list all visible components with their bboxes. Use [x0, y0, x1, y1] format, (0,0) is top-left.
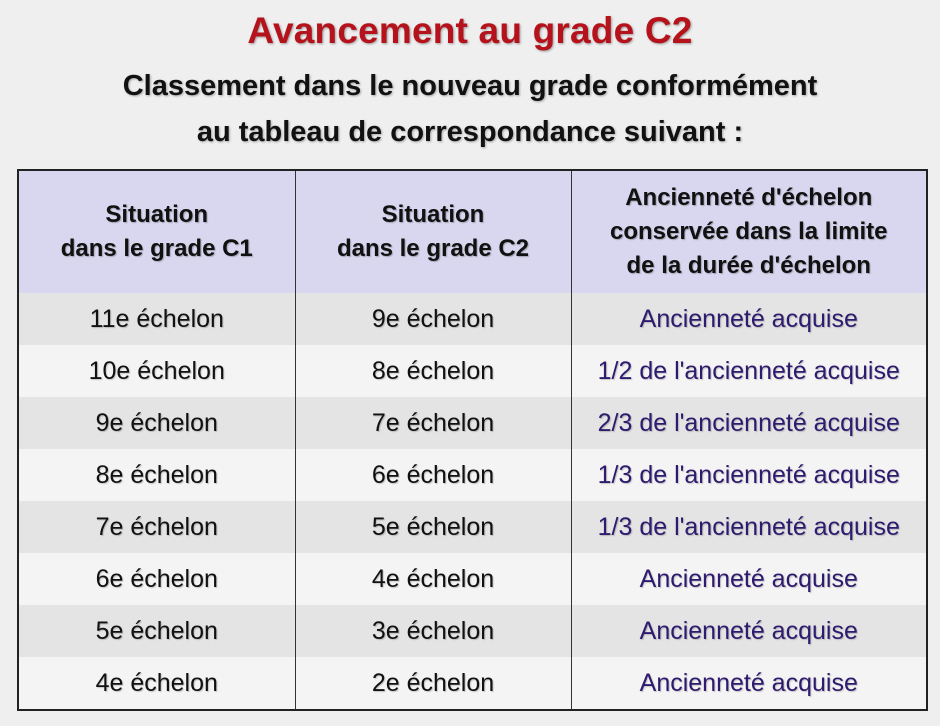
cell-grade-c2: 7e échelon: [295, 397, 571, 449]
cell-grade-c2: 3e échelon: [295, 605, 571, 657]
table-row: [18, 553, 927, 605]
header-text: de la durée d'échelon: [626, 252, 871, 279]
correspondence-table: [17, 169, 928, 711]
cell-grade-c1: 9e échelon: [18, 397, 295, 449]
cell-anciennete: Ancienneté acquise: [571, 553, 927, 605]
cell-grade-c2: 8e échelon: [295, 345, 571, 397]
cell-anciennete: Ancienneté acquise: [571, 605, 927, 657]
header-text: Ancienneté d'échelon: [625, 184, 873, 211]
table-header-row: [18, 170, 927, 293]
cell-grade-c1: 7e échelon: [18, 501, 295, 553]
cell-anciennete: Ancienneté acquise: [571, 293, 927, 345]
cell-grade-c1: 5e échelon: [18, 605, 295, 657]
cell-grade-c2: 4e échelon: [295, 553, 571, 605]
cell-grade-c2: 9e échelon: [295, 293, 571, 345]
cell-grade-c1: 6e échelon: [18, 553, 295, 605]
cell-anciennete: 1/3 de l'ancienneté acquise: [571, 449, 927, 501]
table-row: [18, 501, 927, 553]
cell-anciennete: 2/3 de l'ancienneté acquise: [571, 397, 927, 449]
header-text: conservée dans la limite: [610, 218, 888, 245]
cell-grade-c2: 6e échelon: [295, 449, 571, 501]
header-text: dans le grade C1: [60, 235, 253, 262]
table-row: [18, 397, 927, 449]
cell-grade-c1: 8e échelon: [18, 449, 295, 501]
subtitle-line-2: au tableau de correspondance suivant :: [196, 116, 744, 148]
header-grade-c1: [18, 170, 295, 293]
table-row: [18, 449, 927, 501]
cell-grade-c1: 10e échelon: [18, 345, 295, 397]
header-text: Situation: [105, 201, 209, 228]
cell-grade-c1: 11e échelon: [18, 293, 295, 345]
subtitle-line-1: Classement dans le nouveau grade conformément: [122, 70, 818, 102]
cell-anciennete: 1/3 de l'ancienneté acquise: [571, 501, 927, 553]
cell-grade-c1: 4e échelon: [18, 657, 295, 710]
table-row: [18, 605, 927, 657]
page-title: Avancement au grade C2: [247, 10, 693, 51]
table-row: [18, 345, 927, 397]
header-text: dans le grade C2: [336, 235, 530, 262]
cell-anciennete: 1/2 de l'ancienneté acquise: [571, 345, 927, 397]
cell-grade-c2: 2e échelon: [295, 657, 571, 710]
header-text: Situation: [381, 201, 485, 228]
header-anciennete: [571, 170, 927, 293]
cell-grade-c2: 5e échelon: [295, 501, 571, 553]
header-grade-c2: [295, 170, 571, 293]
table-row: [18, 657, 927, 710]
cell-anciennete: Ancienneté acquise: [571, 657, 927, 710]
table-row: [18, 293, 927, 345]
